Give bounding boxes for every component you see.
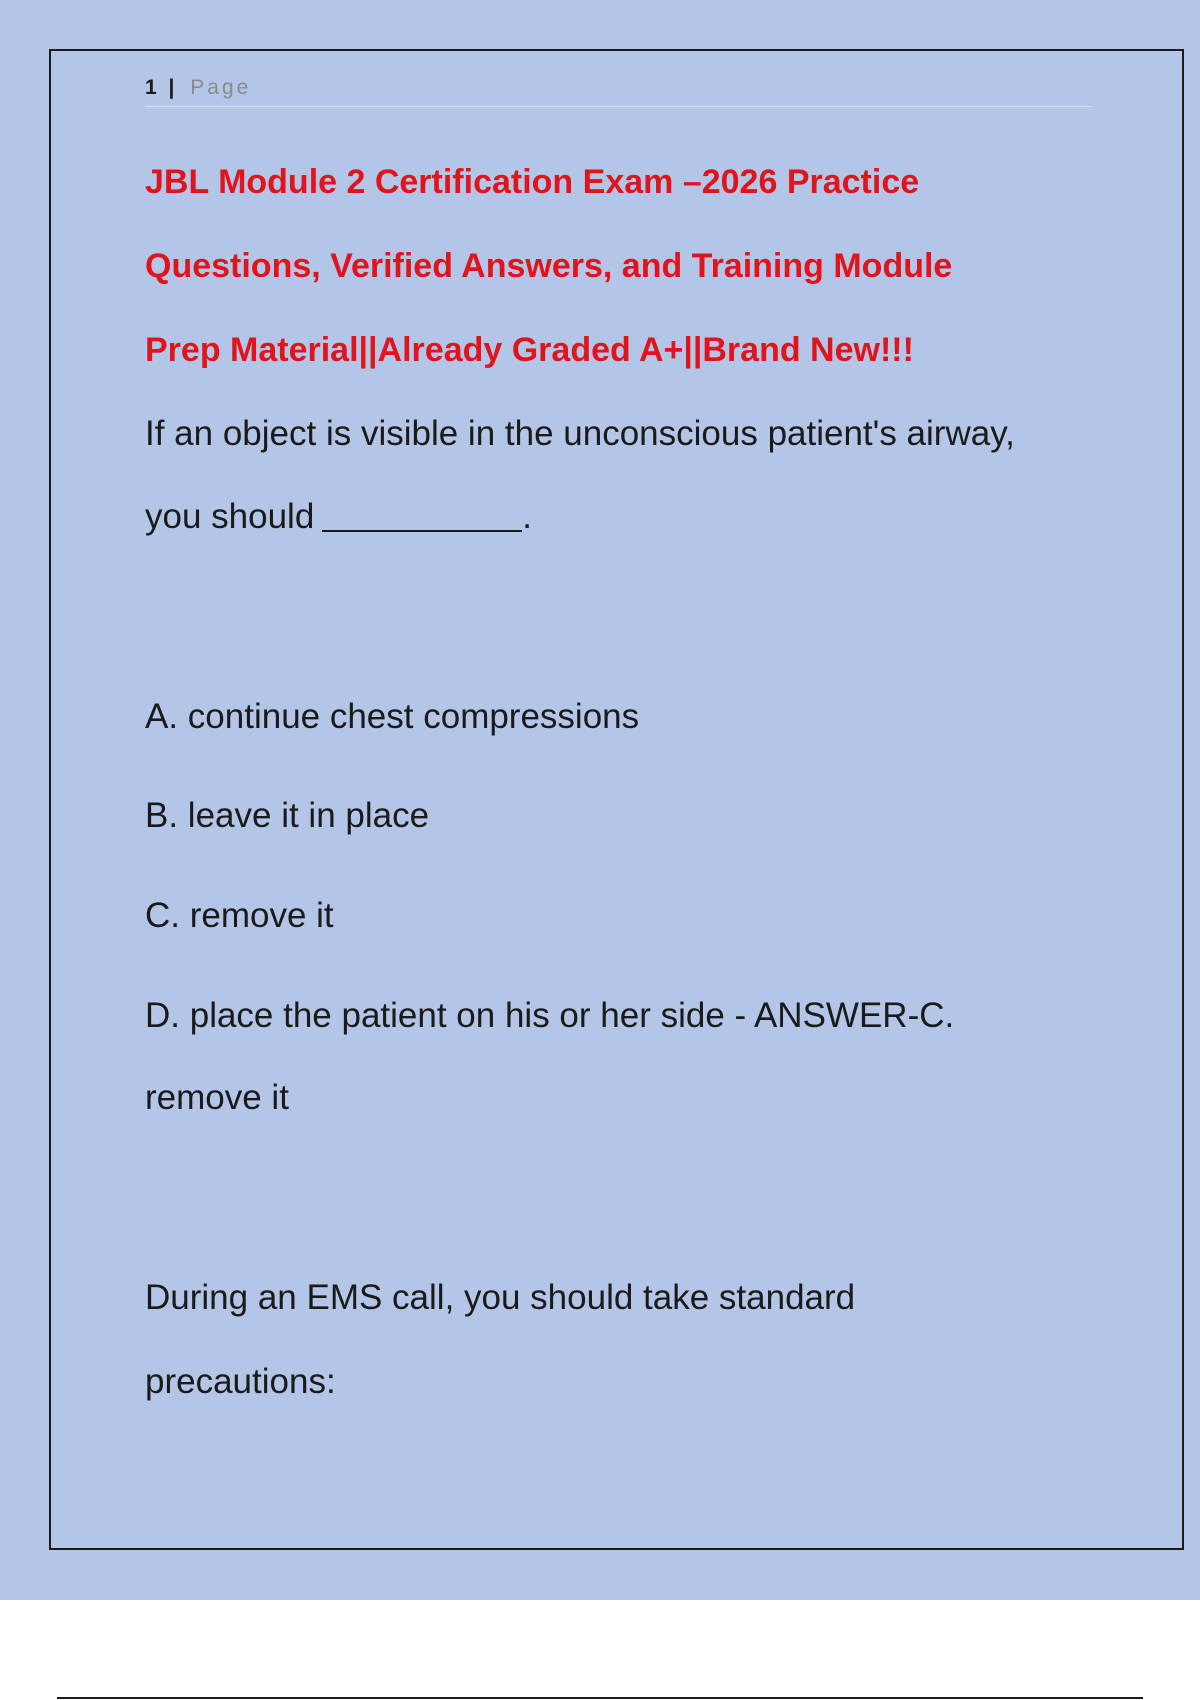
- question-2-line-1: During an EMS call, you should take standard: [145, 1278, 856, 1317]
- title-line-3: Prep Material||Already Graded A+||Brand New!!!: [145, 331, 914, 369]
- page-number: 1: [145, 76, 160, 99]
- option-b: B. leave it in place: [145, 796, 430, 835]
- page-word: Page: [190, 76, 252, 99]
- option-c: C. remove it: [145, 896, 334, 935]
- page-header: [145, 74, 1092, 107]
- question-1-line-1: If an object is visible in the unconscious patient's airway,: [145, 414, 1015, 453]
- option-d: D. place the patient on his or her side - ANSWER-C.: [145, 996, 955, 1035]
- bottom-rule: [57, 1697, 1143, 1699]
- question-1-suffix: .: [522, 497, 533, 536]
- title-line-2: Questions, Verified Answers, and Training Module: [145, 247, 953, 285]
- title-line-1: JBL Module 2 Certification Exam –2026 Practice: [145, 163, 920, 201]
- document-title: [145, 140, 1105, 392]
- question-2-line-2: precautions:: [145, 1362, 336, 1401]
- question-1-line-2: [145, 496, 1105, 537]
- answer-blank: [322, 496, 522, 532]
- question-1-prefix: you should: [145, 497, 315, 536]
- option-a: A. continue chest compressions: [145, 697, 640, 736]
- option-d-continued: remove it: [145, 1078, 289, 1117]
- page-separator: |: [168, 76, 178, 99]
